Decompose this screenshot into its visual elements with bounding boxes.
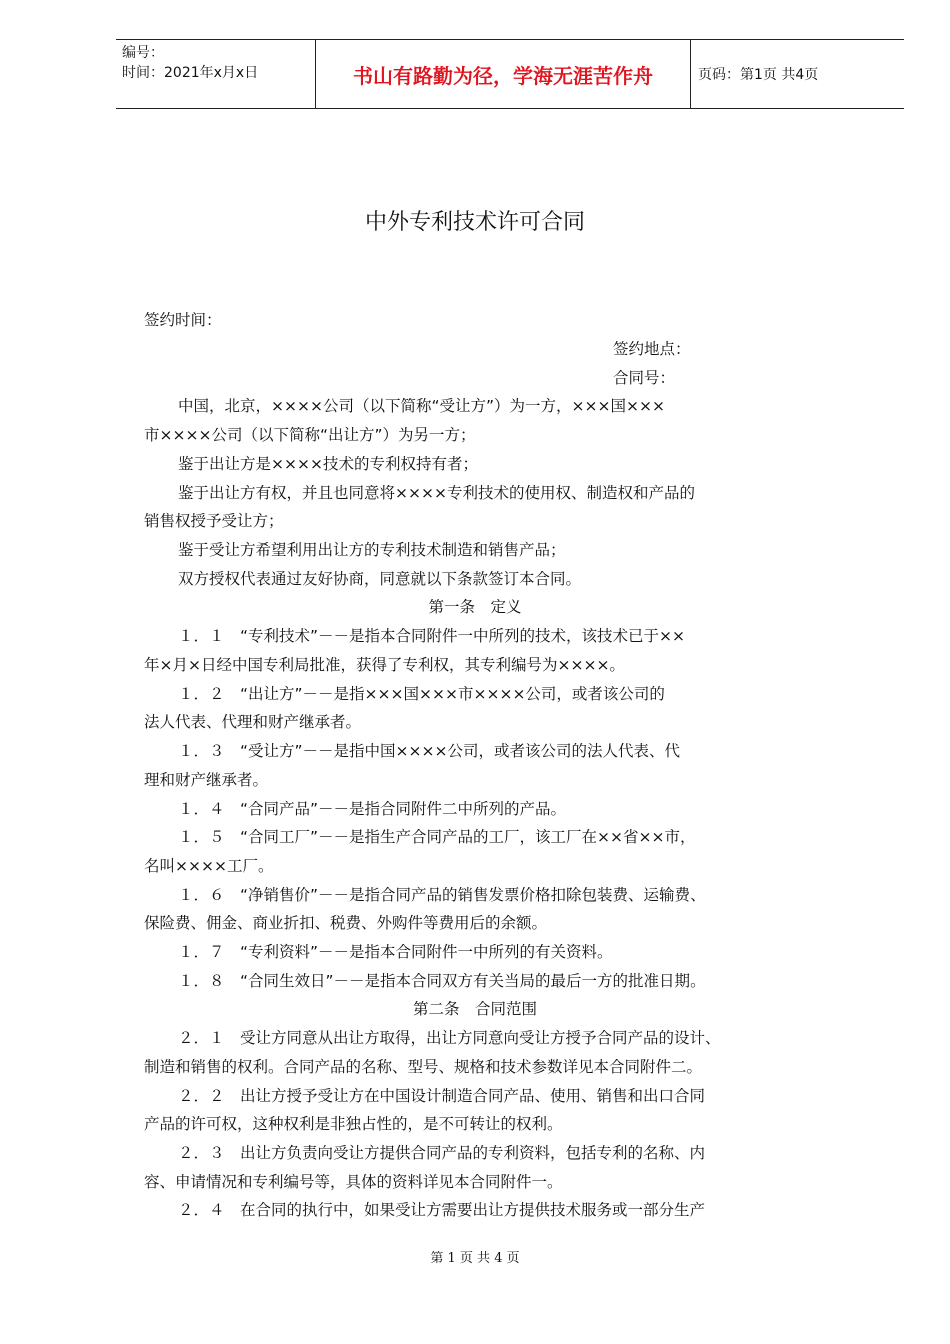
clause-line: １．２ “出让方”－－是指×××国×××市××××公司，或者该公司的	[178, 685, 665, 703]
article-2-heading: 第二条 合同范围	[412, 1000, 537, 1018]
page-footer: 第 1 页 共 4 页	[430, 1251, 520, 1266]
clause-line: 名叫××××工厂。	[144, 857, 274, 875]
paragraph-line: 鉴于出让方是××××技术的专利权持有者；	[178, 455, 478, 473]
document-header	[116, 39, 904, 109]
clause-line: ２．２ 出让方授予受让方在中国设计制造合同产品、使用、销售和出口合同	[178, 1087, 706, 1105]
clause-line: １．５ “合同工厂”－－是指生产合同产品的工厂，该工厂在××省××市，	[178, 828, 696, 846]
clause-line: 制造和销售的权利。合同产品的名称、型号、规格和技术参数详见本合同附件二。	[144, 1058, 703, 1076]
clause-line: １．４ “合同产品”－－是指合同附件二中所列的产品。	[178, 800, 567, 818]
header-meta	[116, 40, 320, 111]
paragraph-line: 鉴于出让方有权，并且也同意将××××专利技术的使用权、制造权和产品的	[178, 484, 695, 502]
clause-line: 产品的许可权，这种权利是非独占性的，是不可转让的权利。	[144, 1115, 563, 1133]
clause-line: ２．１ 受让方同意从出让方取得，出让方同意向受让方授予合同产品的设计、	[178, 1029, 721, 1047]
clause-line: ２．４ 在合同的执行中，如果受让方需要出让方提供技术服务或一部分生产	[178, 1201, 706, 1219]
time-label: 时间：2021年x月x日	[122, 65, 259, 81]
clause-line: 容、申请情况和专利编号等，具体的资料详见本合同附件一。	[144, 1173, 563, 1191]
clause-line: １．６ “净销售价”－－是指合同产品的销售发票价格扣除包装费、运输费、	[178, 886, 706, 904]
clause-line: １．３ “受让方”－－是指中国××××公司，或者该公司的法人代表、代	[178, 742, 681, 760]
serial-number-label: 编号：	[122, 45, 164, 61]
signing-place: 签约地点：	[613, 340, 691, 358]
signing-time: 签约时间：	[144, 311, 222, 329]
contract-number: 合同号：	[613, 369, 676, 387]
clause-line: 法人代表、代理和财产继承者。	[144, 713, 362, 731]
header-page-info: 页码：第1页 共4页	[698, 67, 819, 83]
paragraph-line: 销售权授予受让方；	[144, 512, 284, 530]
paragraph-line: 双方授权代表通过友好协商，同意就以下条款签订本合同。	[178, 570, 582, 588]
clause-line: ２．３ 出让方负责向受让方提供合同产品的专利资料，包括专利的名称、内	[178, 1144, 706, 1162]
clause-line: １．７ “专利资料”－－是指本合同附件一中所列的有关资料。	[178, 943, 613, 961]
clause-line: 保险费、佣金、商业折扣、税费、外购件等费用后的余额。	[144, 914, 548, 932]
header-motto: 书山有路勤为径，学海无涯苦作舟	[315, 40, 691, 108]
clause-line: １．１ “专利技术”－－是指本合同附件一中所列的技术，该技术已于××	[178, 627, 686, 645]
clause-line: １．８ “合同生效日”－－是指本合同双方有关当局的最后一方的批准日期。	[178, 972, 706, 990]
paragraph-line: 市××××公司（以下简称“出让方”）为另一方；	[144, 426, 476, 444]
article-1-heading: 第一条 定义	[428, 598, 522, 616]
paragraph-line: 鉴于受让方希望利用出让方的专利技术制造和销售产品；	[178, 541, 566, 559]
clause-line: 年×月×日经中国专利局批准，获得了专利权，其专利编号为××××。	[144, 656, 625, 674]
document-title: 中外专利技术许可合同	[364, 210, 585, 235]
clause-line: 理和财产继承者。	[144, 771, 269, 789]
paragraph-line: 中国，北京，××××公司（以下简称“受让方”）为一方，×××国×××	[178, 397, 665, 415]
